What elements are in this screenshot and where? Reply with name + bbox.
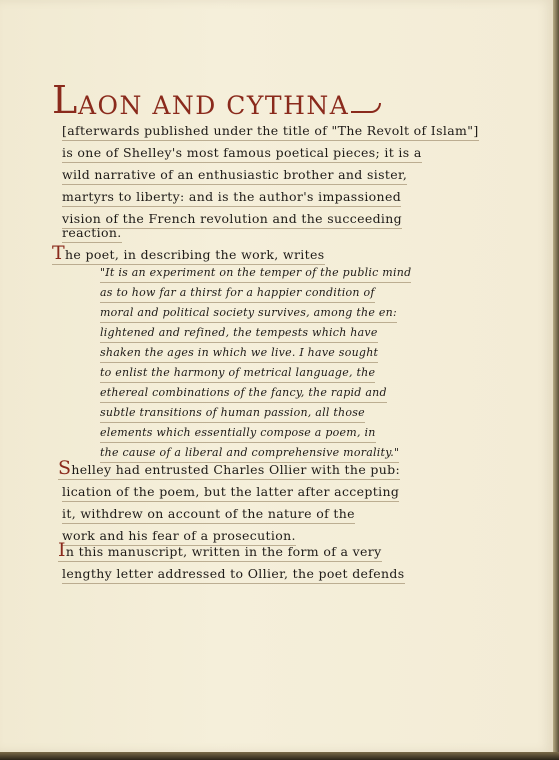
- quote-line-8: subtle transitions of human passion, all those: [100, 405, 365, 423]
- para2-initial: T: [52, 242, 66, 264]
- title-text: AON AND CYTHNA: [78, 91, 350, 120]
- para4-line-2: lengthy letter addressed to Ollier, the poet defends: [62, 566, 405, 584]
- para4-line-1: [58, 539, 382, 562]
- quote-line-7: ethereal combinations of the fancy, the rapid and: [100, 385, 387, 403]
- para1-line-1: [afterwards published under the title of "The Revolt of Islam"]: [62, 123, 479, 141]
- quote-line-2: as to how far a thirst for a happier condition of: [100, 285, 375, 303]
- quote-line-6: to enlist the harmony of metrical language, the: [100, 365, 375, 383]
- para1-line-5: vision of the French revolution and the succeeding: [62, 211, 402, 229]
- para3-line-1: [58, 457, 401, 480]
- quote-line-9: elements which essentially compose a poem, in: [100, 425, 376, 443]
- para3-initial: S: [58, 457, 72, 479]
- quote-line-5: shaken the ages in which we live. I have sought: [100, 345, 378, 363]
- title-initial: L: [52, 78, 78, 122]
- para3-line-4: work and his fear of a prosecution.: [62, 528, 296, 546]
- title-flourish: [351, 103, 381, 113]
- para4-initial: I: [58, 539, 66, 561]
- para1-line-3: wild narrative of an enthusiastic brother and sister,: [62, 167, 407, 185]
- para1-line-4: martyrs to liberty: and is the author's impassioned: [62, 189, 401, 207]
- para3-text-1: helley had entrusted Charles Ollier with the pub:: [71, 462, 401, 477]
- para2-line-1: [52, 242, 325, 265]
- quote-line-4: lightened and refined, the tempests which have: [100, 325, 378, 343]
- para2-text: he poet, in describing the work, writes: [65, 247, 325, 262]
- quote-line-3: moral and political society survives, among the en:: [100, 305, 397, 323]
- para3-line-3: it, withdrew on account of the nature of the: [62, 506, 355, 524]
- page-edge-bottom: [0, 752, 559, 760]
- para4-text-1: n this manuscript, written in the form of a very: [65, 544, 382, 559]
- quote-line-10: the cause of a liberal and comprehensive morality.": [100, 445, 399, 463]
- page-title: [78, 92, 381, 120]
- para1-line-2: is one of Shelley's most famous poetical pieces; it is a: [62, 145, 422, 163]
- quote-line-1: "It is an experiment on the temper of the public mind: [100, 265, 411, 283]
- page-edge-right: [553, 0, 559, 760]
- para1-line-6: reaction.: [62, 225, 122, 243]
- para3-line-2: lication of the poem, but the latter after accepting: [62, 484, 399, 502]
